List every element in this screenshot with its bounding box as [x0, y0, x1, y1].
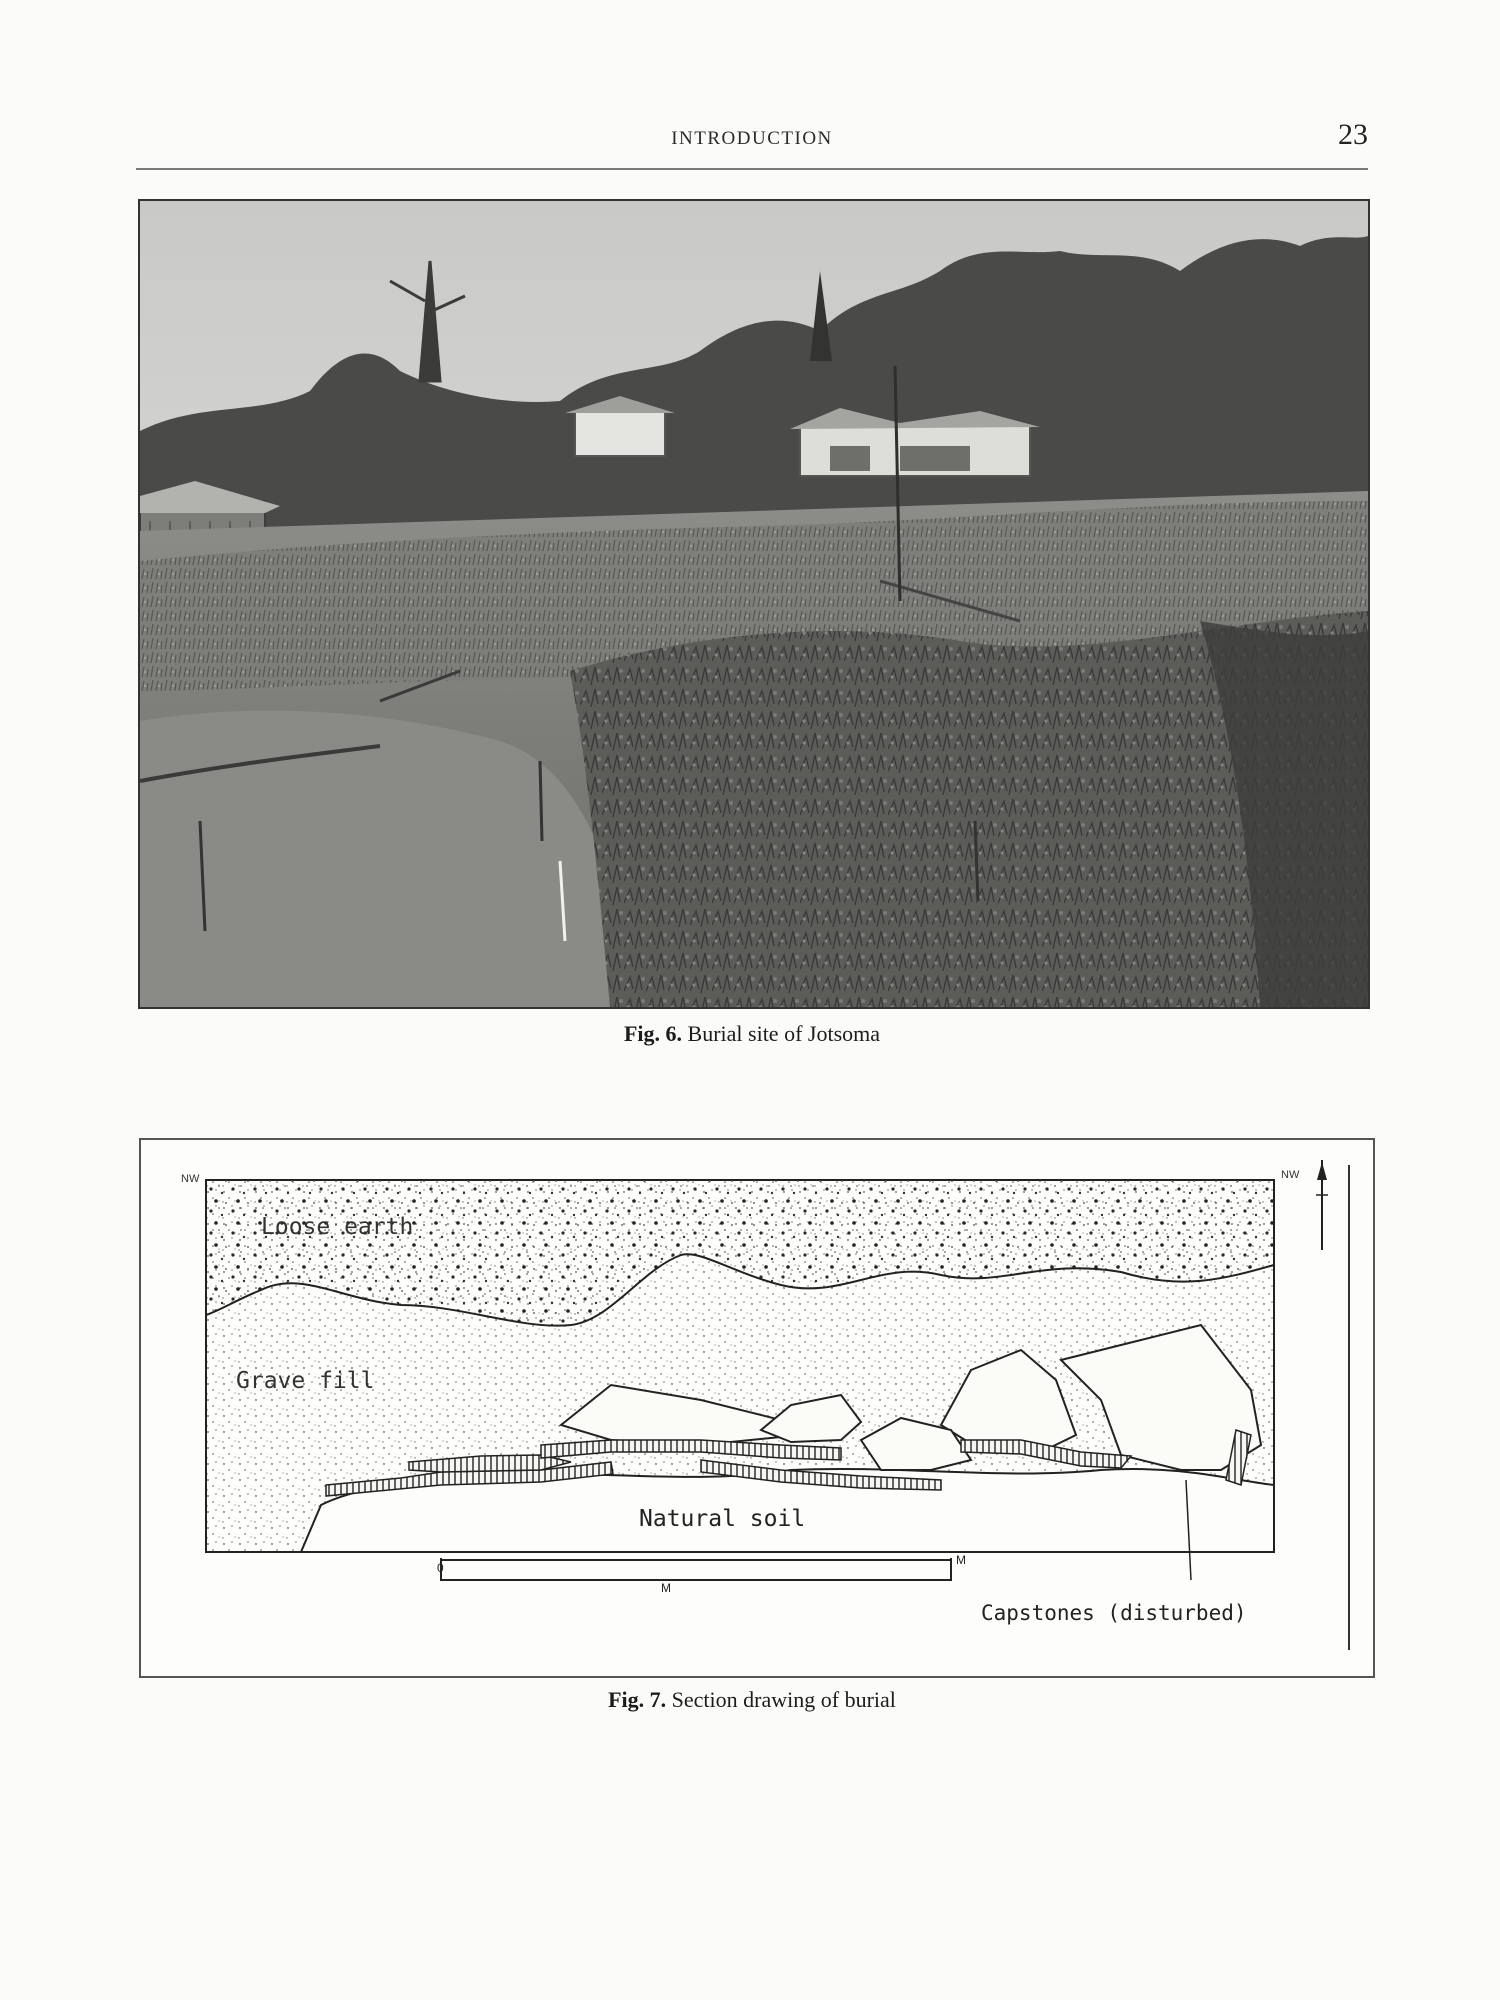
corner-label-right: NW: [1281, 1169, 1300, 1181]
figure-6-caption: [136, 1021, 1368, 1047]
scale-label-end: M: [956, 1553, 966, 1567]
header-rule: [136, 168, 1368, 170]
figure-7-caption: [136, 1687, 1368, 1713]
annotation-capstones: Capstones (disturbed): [981, 1601, 1247, 1625]
layer-label-grave-fill: Grave fill: [236, 1368, 375, 1394]
figure-7-label: Fig. 7.: [608, 1687, 667, 1712]
layer-label-natural-soil: Natural soil: [639, 1506, 806, 1532]
north-arrow-icon: [1316, 1160, 1328, 1250]
figure-7-caption-text: Section drawing of burial: [671, 1687, 896, 1712]
figure-7-section-drawing: [139, 1138, 1375, 1678]
corner-label-left: NW: [181, 1173, 200, 1185]
scale-label-mid: M: [661, 1581, 671, 1595]
figure-6-photograph: [138, 199, 1370, 1009]
running-header: [136, 112, 1368, 172]
page-number: 23: [1338, 118, 1368, 151]
scale-bar: [437, 1553, 966, 1595]
layer-label-loose-earth: Loose earth: [261, 1214, 414, 1240]
scale-label-start: 0: [437, 1561, 444, 1575]
figure-6-caption-text: Burial site of Jotsoma: [687, 1021, 881, 1046]
figure-6-label: Fig. 6.: [623, 1021, 683, 1046]
running-title: INTRODUCTION: [671, 128, 833, 149]
